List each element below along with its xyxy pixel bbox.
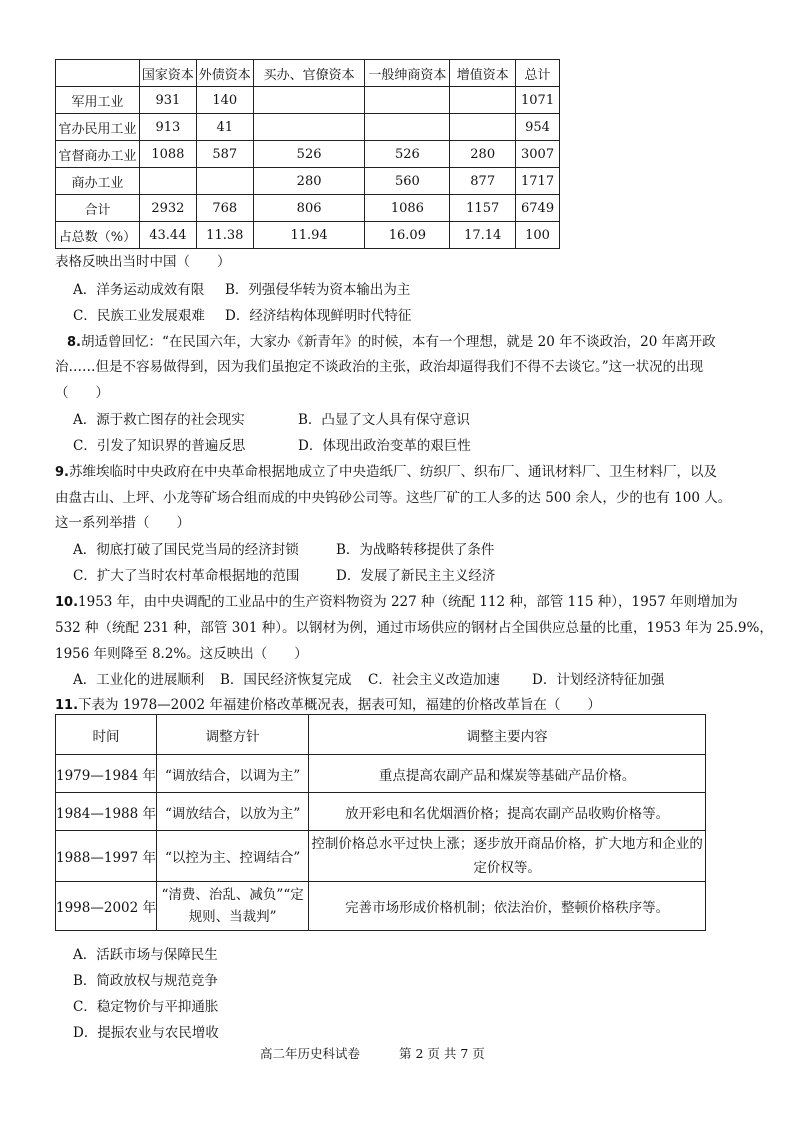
table-cell: 587 [196,141,253,168]
table-cell [365,87,450,114]
q8-option-c: C．引发了知识界的普遍反思 [73,438,246,454]
table-cell: 3007 [516,141,560,168]
table-row [56,755,706,793]
q7-option-a: A．洋务运动成效有限 [73,282,205,298]
q9-text [55,460,717,480]
table-cell [450,114,516,141]
table-cell [253,114,365,141]
table-cell: 2932 [139,195,196,222]
table-cell: 6749 [516,195,560,222]
table-row [56,168,560,195]
q11-option-a: A．活跃市场与保障民生 [73,947,218,963]
table-cell: 完善市场形成价格机制；依法治价，整顿价格秩序等。 [309,882,706,931]
table-cell: “调放结合，以调为主” [157,755,309,793]
table-header-cell: 总计 [516,60,560,87]
table-cell: 877 [450,168,516,195]
table-header-cell: 时间 [56,715,157,755]
table-cell: 11.94 [253,222,365,249]
table-cell: 560 [365,168,450,195]
table-cell: 1086 [365,195,450,222]
table-header-row [56,60,560,87]
table-cell: 100 [516,222,560,249]
q11-option-b: B．简政放权与规范竞争 [73,973,218,989]
table-row [56,831,706,882]
q11-number: 11. [55,698,79,713]
q8-option-b: B．凸显了文人具有保守意识 [298,412,470,428]
table-cell: 768 [196,195,253,222]
table-row [56,882,706,931]
q10-option-c: C．社会主义改造加速 [368,672,500,688]
table-header-cell: 调整方针 [157,715,309,755]
footer-title: 高二年历史科试卷 [260,1046,361,1061]
q9-option-a: A．彻底打破了国民党当局的经济封锁 [73,542,299,558]
table-cell: 商办工业 [56,168,140,195]
q7-stem: 表格反映出当时中国（ ） [55,254,231,270]
table-row [56,141,560,168]
q10-number: 10. [55,595,79,610]
table-cell: 41 [196,114,253,141]
table-row [56,793,706,831]
table-cell: 合计 [56,195,140,222]
table-cell: 放开彩电和名优烟酒价格；提高农副产品收购价格等。 [309,793,706,831]
table-cell [139,168,196,195]
table-cell: 280 [253,168,365,195]
table-cell: 280 [450,141,516,168]
table-cell [365,114,450,141]
table-cell: 重点提高农副产品和煤炭等基础产品价格。 [309,755,706,793]
table-header-cell: 调整主要内容 [309,715,706,755]
table-cell [253,87,365,114]
q10-line2: 532 种（统配 231 种，部管 301 种）。以钢材为例，通过市场供应的钢材占全国供应总量的比重，1953 年为 25.9%， [55,620,773,636]
table-cell: 占总数（%） [56,222,140,249]
table-cell: 1979—1984 年 [56,755,157,793]
table-cell: 1984—1988 年 [56,793,157,831]
table-cell: 43.44 [139,222,196,249]
table-row [56,195,560,222]
table-cell: 806 [253,195,365,222]
q8-option-d: D．体现出政治变革的艰巨性 [298,438,471,454]
table-cell: 931 [139,87,196,114]
q9-line1: 苏维埃临时中央政府在中央革命根据地成立了中央造纸厂、纺织厂、织布厂、通讯材料厂、卫生材料厂，以及 [68,464,717,480]
q9-line2: 由盘古山、上坪、小龙等矿场合组而成的中央钨砂公司等。这些厂矿的工人多的达 500 余人，少的也有 100 人。 [55,490,732,506]
q8-text [67,330,716,350]
q11-text [55,693,601,713]
table-cell: “以控为主、控调结合” [157,831,309,882]
table-cell [196,168,253,195]
q10-option-b: B．国民经济恢复完成 [220,672,352,688]
table-header-cell: 一般绅商资本 [365,60,450,87]
table-cell: 17.14 [450,222,516,249]
q10-option-a: A．工业化的进展顺利 [73,672,205,688]
table-cell: 1717 [516,168,560,195]
q8-line2: 治……但是不容易做得到，因为我们虽抱定不谈政治的主张，政治却逼得我们不得不去谈它。”这一状况的出现 [55,359,704,375]
table-header-cell: 买办、官僚资本 [253,60,365,87]
table-cell: “清费、治乱、减负”“定规则、当裁判” [157,882,309,931]
price-reform-table [55,714,706,931]
q11-option-c: C．稳定物价与平抑通胀 [73,999,219,1015]
q10-option-d: D．计划经济特征加强 [532,672,665,688]
q9-line3: 这一系列举措（ ） [55,515,190,531]
table-row [56,222,560,249]
table-cell [450,87,516,114]
table-header-cell [56,60,140,87]
table-cell: 1071 [516,87,560,114]
table-cell: 控制价格总水平过快上涨；逐步放开商品价格，扩大地方和企业的定价权等。 [309,831,706,882]
table-cell: 16.09 [365,222,450,249]
table-cell: 913 [139,114,196,141]
q10-line3: 1956 年则降至 8.2%。这反映出（ ） [55,646,308,662]
q8-line3: （ ） [55,385,109,401]
table-cell: 官办民用工业 [56,114,140,141]
table-cell: 526 [365,141,450,168]
table-cell: 1157 [450,195,516,222]
table-cell: 1998—2002 年 [56,882,157,931]
q9-option-d: D．发展了新民主主义经济 [336,568,496,584]
table-row [56,87,560,114]
table-cell: 140 [196,87,253,114]
q7-option-d: D．经济结构体现鲜明时代特征 [225,308,412,324]
q8-option-a: A．源于救亡图存的社会现实 [73,412,245,428]
table-cell: 1088 [139,141,196,168]
table-cell: “调放结合，以放为主” [157,793,309,831]
capital-table [55,59,560,249]
q7-option-b: B．列强侵华转为资本输出为主 [225,282,411,298]
table-header-cell: 外债资本 [196,60,253,87]
table-row [56,114,560,141]
q10-text [55,590,738,610]
q8-line1: 胡适曾回忆：“在民国六年，大家办《新青年》的时候，本有一个理想，就是 20 年不谈政治，20 年离开政 [80,334,716,350]
table-header-cell: 增值资本 [450,60,516,87]
q7-option-c: C．民族工业发展艰难 [73,308,205,324]
table-cell: 526 [253,141,365,168]
table-cell: 954 [516,114,560,141]
q10-line1: 1953 年，由中央调配的工业品中的生产资料物资为 227 种（统配 112 种，部管 115 种），1957 年则增加为 [78,594,738,610]
q9-option-b: B．为战略转移提供了条件 [336,542,495,558]
footer-page-number: 第 2 页 共 7 页 [399,1046,485,1061]
q8-number: 8. [67,335,81,350]
q9-number: 9. [55,465,69,480]
table-cell: 1988—1997 年 [56,831,157,882]
q11-option-d: D．提振农业与农民增收 [73,1025,219,1041]
table-cell: 官督商办工业 [56,141,140,168]
table-cell: 11.38 [196,222,253,249]
table-cell: 军用工业 [56,87,140,114]
table-header-row [56,715,706,755]
q9-option-c: C．扩大了当时农村革命根据地的范围 [73,568,300,584]
table-header-cell: 国家资本 [139,60,196,87]
q11-stem: 下表为 1978—2002 年福建价格改革概况表，据表可知，福建的价格改革旨在（ ） [78,697,601,713]
